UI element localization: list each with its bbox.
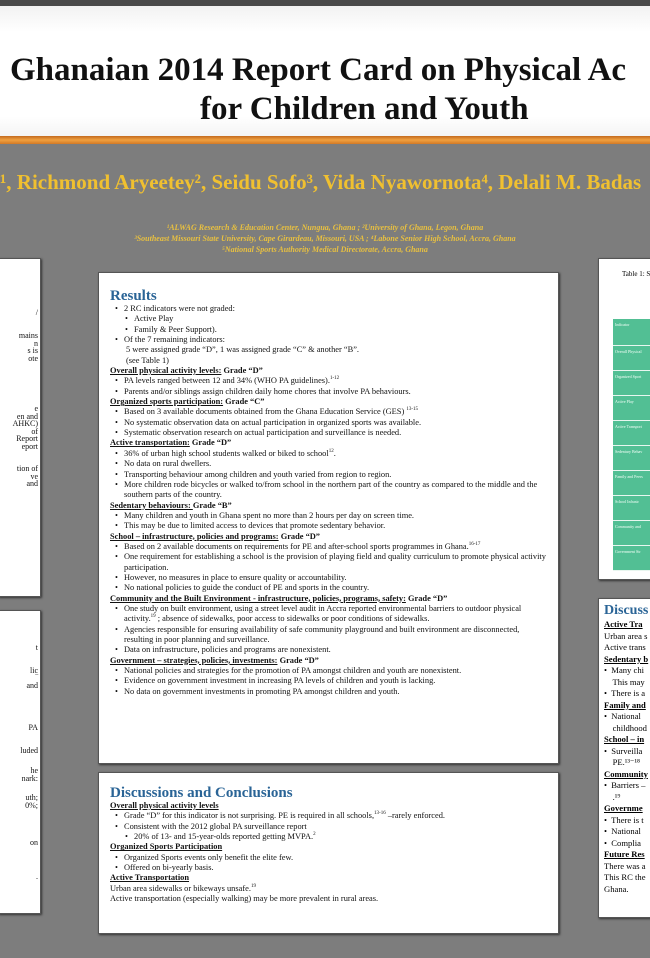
discussions-title: Discussions and Conclusions: [110, 785, 293, 801]
poster-title-line2: for Children and Youth: [200, 91, 529, 127]
list-item: [110, 894, 550, 904]
item-text-continued: ; absence of sidewalks, poor access to sidewalks or poor conditions of sidewalks.: [155, 614, 430, 624]
section-heading: [110, 801, 550, 811]
reference-superscript: 1-12: [329, 376, 340, 382]
list-item: [110, 387, 550, 397]
grade-label: Grade “D”: [405, 593, 448, 603]
text-line: There was a: [604, 860, 646, 871]
item-text: Parents and/or siblings assign children daily home chores that involve PA behaviours.: [124, 386, 411, 396]
text-fragment: tion of: [16, 464, 38, 473]
list-item: [110, 542, 550, 552]
list-item: [110, 449, 550, 459]
heading-title: Active transportation:: [110, 438, 190, 448]
section-heading: [110, 501, 550, 511]
discussions-body: [110, 801, 550, 904]
reference-superscript: 16-17: [468, 542, 481, 548]
table-row-label: Active Play: [613, 396, 650, 421]
text-fragment-group: [13, 405, 38, 451]
section-heading: [110, 873, 550, 883]
table-row-label: Active Transport: [613, 421, 650, 446]
text-line: Active trans: [604, 642, 646, 652]
item-text: One requirement for establishing a school is the provision of playing field and quality curriculum to promote physical activity participation.: [124, 552, 546, 572]
text-line: PE.¹³⁻¹⁸: [604, 757, 641, 767]
text-fragment: e: [34, 404, 38, 413]
item-text: Agencies responsible for ensuring availability of safe community playground and built environment are disconnected, resulting in poor planning and surveillance.: [124, 624, 520, 644]
text-fragment: nark:: [21, 773, 38, 783]
left-panel-methods: [0, 610, 41, 914]
list-item: [110, 822, 550, 832]
table-title: Table 1: S: [622, 270, 650, 278]
title-banner: [0, 6, 650, 136]
text-line: This RC the: [604, 872, 646, 882]
text-fragment: eport: [21, 441, 38, 451]
list-item: [110, 853, 550, 863]
heading-title: School – infrastructure, policies and programs:: [110, 531, 279, 541]
item-text: Systematic observation research on actual participation and surveillance is needed.: [124, 428, 402, 438]
section-heading: [110, 438, 550, 448]
text-fragment: ve: [30, 471, 38, 481]
text-fragment: mains: [18, 331, 38, 340]
text-fragment: ote: [28, 353, 38, 363]
text-fragment: /: [35, 308, 38, 317]
item-text: Many children and youth in Ghana spent no more than 2 hours per day on screen time.: [124, 510, 415, 520]
grades-table: [613, 319, 650, 571]
item-text: No systematic observation data on actual participation in organized sports was available.: [124, 417, 422, 427]
grade-label: Grade “D”: [277, 655, 319, 665]
subsection-heading: School – in: [604, 734, 645, 744]
section-heading: [110, 532, 550, 542]
results-panel: [98, 272, 559, 764]
text-fragment-group: [30, 839, 38, 847]
heading-title: Active Transportation: [110, 873, 190, 883]
text-fragment-group: [20, 747, 38, 755]
item-text: Offered on bi-yearly basis.: [124, 863, 214, 873]
grade-label: Grade “D”: [221, 366, 263, 376]
item-text: PA levels ranged between 12 and 34% (WHO PA guidelines).: [124, 376, 330, 386]
list-item: [110, 376, 550, 386]
text-fragment: 0%;: [25, 800, 38, 810]
left-panel-intro: [0, 258, 41, 597]
item-text: Data on infrastructure, policies and programs are nonexistent.: [124, 645, 331, 655]
list-item: [110, 325, 550, 335]
text-line: Ghana.: [604, 883, 629, 894]
item-text: National policies and strategies for the promotion of PA amongst children and youth are nonexistent.: [124, 666, 462, 676]
text-fragment-group: [36, 644, 38, 652]
affiliation-line: ⁵National Sports Authority Medical Directorate, Accra, Ghana: [222, 245, 428, 254]
reference-superscript: 19: [250, 883, 256, 889]
table-row-label: Overall Physical: [613, 346, 650, 371]
item-text: Consistent with the 2012 global PA surveillance report: [124, 821, 307, 831]
reference-superscript: 13-16: [374, 811, 386, 817]
subsection-heading: Governme: [604, 803, 643, 813]
text-fragment-group: [36, 309, 38, 317]
item-text: However, no measures in place to ensure quality or accountability.: [124, 572, 347, 582]
subsection-heading: Future Res: [604, 849, 645, 859]
list-item: [110, 356, 550, 366]
text-fragment: t: [35, 643, 38, 652]
heading-title: Government – strategies, policies, investments:: [110, 655, 278, 665]
list-item: [110, 645, 550, 655]
grade-label: Grade “B”: [192, 500, 232, 510]
item-text: (see Table 1): [126, 355, 169, 365]
list-item: [110, 480, 550, 501]
item-text: 2 RC indicators were not graded:: [124, 304, 235, 313]
text-fragment: en and: [16, 411, 38, 421]
item-text: Of the 7 remaining indicators:: [124, 335, 225, 345]
item-text: Transporting behaviour among children and youth varied from region to region.: [124, 469, 392, 479]
item-text: Active transportation (especially walking) may be more prevalent in rural areas.: [110, 894, 379, 904]
section-heading: [110, 842, 550, 852]
item-text: 20% of 13- and 15-year-olds reported getting MVPA.: [134, 832, 314, 842]
item-text: This may be due to limited access to devices that promote sedentary behavior.: [124, 521, 386, 531]
affiliation-line: ³Southeast Missouri State University, Cape Girardeau, Missouri, USA ; ⁴Labone Senior High School, Accra, Ghana: [134, 234, 516, 243]
heading-title: Community and the Built Environment - infrastructure, policies, programs, safety:: [110, 593, 406, 603]
text-fragment: AHKC): [12, 419, 38, 429]
right-discussion-title: Discuss: [604, 603, 649, 618]
right-discussion-panel: [598, 598, 650, 918]
item-text: No data on government investments in promoting PA amongst children and youth.: [124, 686, 400, 696]
list-item: [110, 832, 550, 842]
list-item: [110, 573, 550, 583]
list-item: [110, 676, 550, 686]
list-item: [110, 418, 550, 428]
table-row-label: Government Str: [613, 546, 650, 571]
text-fragment: luded: [20, 746, 38, 755]
heading-title: Sedentary behaviours:: [110, 500, 193, 510]
right-discussion-body: [604, 603, 650, 895]
text-line: • There is a: [604, 688, 646, 698]
list-item: [110, 304, 550, 314]
authors: ¹, Richmond Aryeetey², Seidu Sofo³, Vida Nyawornota⁴, Delali M. Badas: [0, 170, 642, 194]
text-fragment: and: [26, 479, 38, 489]
item-text: Based on 2 available documents on requirements for PE and after-school sports programmes in Ghana.: [124, 541, 469, 551]
subsection-heading: Active Tra: [604, 619, 643, 629]
text-fragment: PA: [28, 723, 38, 732]
list-item: [110, 345, 550, 355]
text-line: • National: [604, 711, 641, 721]
section-heading: [110, 366, 550, 376]
reference-superscript: 19: [150, 614, 156, 620]
reference-superscript: 2: [313, 832, 316, 838]
text-line: Urban area s: [604, 630, 648, 641]
section-heading: [110, 594, 550, 604]
list-item: [110, 314, 550, 324]
text-fragment-group: [22, 767, 38, 782]
item-text: More children rode bicycles or walked to/from school in the northern part of the country as compared to the middle and the southern parts of the country.: [124, 479, 538, 500]
item-text: Based on 3 available documents obtained from the Ghana Education Service (GES): [124, 407, 407, 417]
table-row-label: Indicator: [613, 319, 650, 346]
heading-title: Organized Sports Participation: [110, 842, 223, 852]
text-fragment-group: [29, 724, 39, 732]
list-item: [110, 863, 550, 873]
heading-title: Overall physical activity levels: [110, 801, 219, 810]
item-text: 36% of urban high school students walked or biked to school: [124, 448, 329, 458]
text-fragment: of: [31, 426, 38, 436]
heading-title: Organized sports participation:: [110, 397, 224, 407]
reference-superscript: 12: [328, 449, 334, 455]
heading-title: Overall physical activity levels:: [110, 366, 222, 376]
list-item: [110, 428, 550, 438]
poster-title-line1: Ghanaian 2014 Report Card on Physical Ac: [10, 52, 627, 88]
table-row-label: Organized Sport: [613, 371, 650, 396]
orange-divider: [0, 136, 650, 144]
list-item: [110, 335, 550, 345]
grade-label: Grade “C”: [223, 397, 265, 407]
text-line: • Complia: [604, 837, 641, 848]
text-line: • Barriers –: [604, 780, 646, 790]
table-row-label: School Infrastr: [613, 496, 650, 521]
text-fragment-group: [25, 794, 38, 809]
text-fragment: lic: [30, 666, 38, 675]
text-fragment: and: [26, 681, 38, 691]
item-text: One study on built environment, using a street level audit in Accra reported environmental barriers to outdoor physical activity.: [124, 603, 522, 624]
text-line: • There is t: [604, 814, 644, 825]
item-text: No data on rural dwellers.: [124, 459, 212, 469]
list-item: [110, 459, 550, 469]
reference-superscript: 13-15: [406, 407, 419, 413]
text-fragment: he: [30, 766, 38, 775]
table-row-label: Community and: [613, 521, 650, 546]
text-fragment-group: [36, 873, 38, 881]
list-item: [110, 604, 550, 625]
list-item: [110, 583, 550, 593]
table-panel: [598, 258, 650, 580]
section-heading: [110, 656, 550, 666]
table-row-label: Sedentary Behav: [613, 446, 650, 471]
text-fragment: n: [34, 338, 38, 348]
text-fragment-group: [17, 465, 38, 488]
discussions-panel: [98, 772, 559, 934]
section-heading: [110, 397, 550, 407]
grade-label: Grade “D”: [189, 438, 232, 448]
list-item: [110, 552, 550, 573]
item-text-continued: .: [333, 448, 336, 458]
list-item: [110, 625, 550, 646]
list-item: [110, 666, 550, 676]
text-fragment: uth;: [25, 793, 38, 802]
text-line: • National: [604, 826, 641, 836]
list-item: [110, 511, 550, 521]
grade-label: Grade “D”: [278, 531, 320, 541]
subsection-heading: Sedentary b: [604, 653, 649, 664]
table-row-label: Family and Peers: [613, 471, 650, 496]
text-fragment: on: [30, 838, 38, 847]
affiliations: [0, 222, 650, 255]
item-text-continued: –rarely enforced.: [385, 811, 446, 821]
list-item: [110, 884, 550, 894]
item-text: Urban area sidewalks or bikeways unsafe.: [110, 883, 251, 893]
text-line: This may: [604, 676, 645, 687]
text-fragment: Report: [16, 434, 38, 444]
item-text: Family & Peer Support).: [134, 324, 217, 334]
results-body: [110, 304, 550, 697]
text-line: • Surveilla: [604, 745, 643, 756]
item-text: Grade “D” for this indicator is not surprising. PE is required in all schools,: [124, 811, 375, 821]
item-text: Evidence on government investment in increasing PA levels of children and youth is lacking.: [124, 676, 436, 686]
subsection-heading: Family and: [604, 699, 646, 710]
list-item: [110, 407, 550, 417]
text-line: .¹⁹: [604, 791, 621, 802]
results-title: Results: [110, 288, 157, 304]
affiliation-line: ¹ALWAG Research & Education Center, Nungua, Ghana ; ²University of Ghana, Legon, Ghana: [166, 223, 484, 232]
item-text: Organized Sports events only benefit the elite few.: [124, 852, 294, 862]
text-line: childhood: [604, 722, 647, 733]
text-fragment: ‾: [35, 673, 38, 683]
text-fragment-group: [26, 667, 38, 690]
item-text: 5 were assigned grade “D”, 1 was assigned grade “C” & another “B”.: [126, 345, 360, 355]
text-fragment-group: [19, 332, 38, 362]
text-fragment: .: [36, 872, 38, 881]
text-line: • Many chi: [604, 665, 645, 675]
item-text: Active Play: [134, 314, 174, 324]
text-fragment: s is: [27, 346, 38, 356]
list-item: [110, 470, 550, 480]
subsection-heading: Community: [604, 768, 648, 779]
item-text: No national policies to guide the conduct of PE and sports in the country.: [124, 583, 370, 593]
list-item: [110, 811, 550, 821]
list-item: [110, 687, 550, 697]
list-item: [110, 521, 550, 531]
